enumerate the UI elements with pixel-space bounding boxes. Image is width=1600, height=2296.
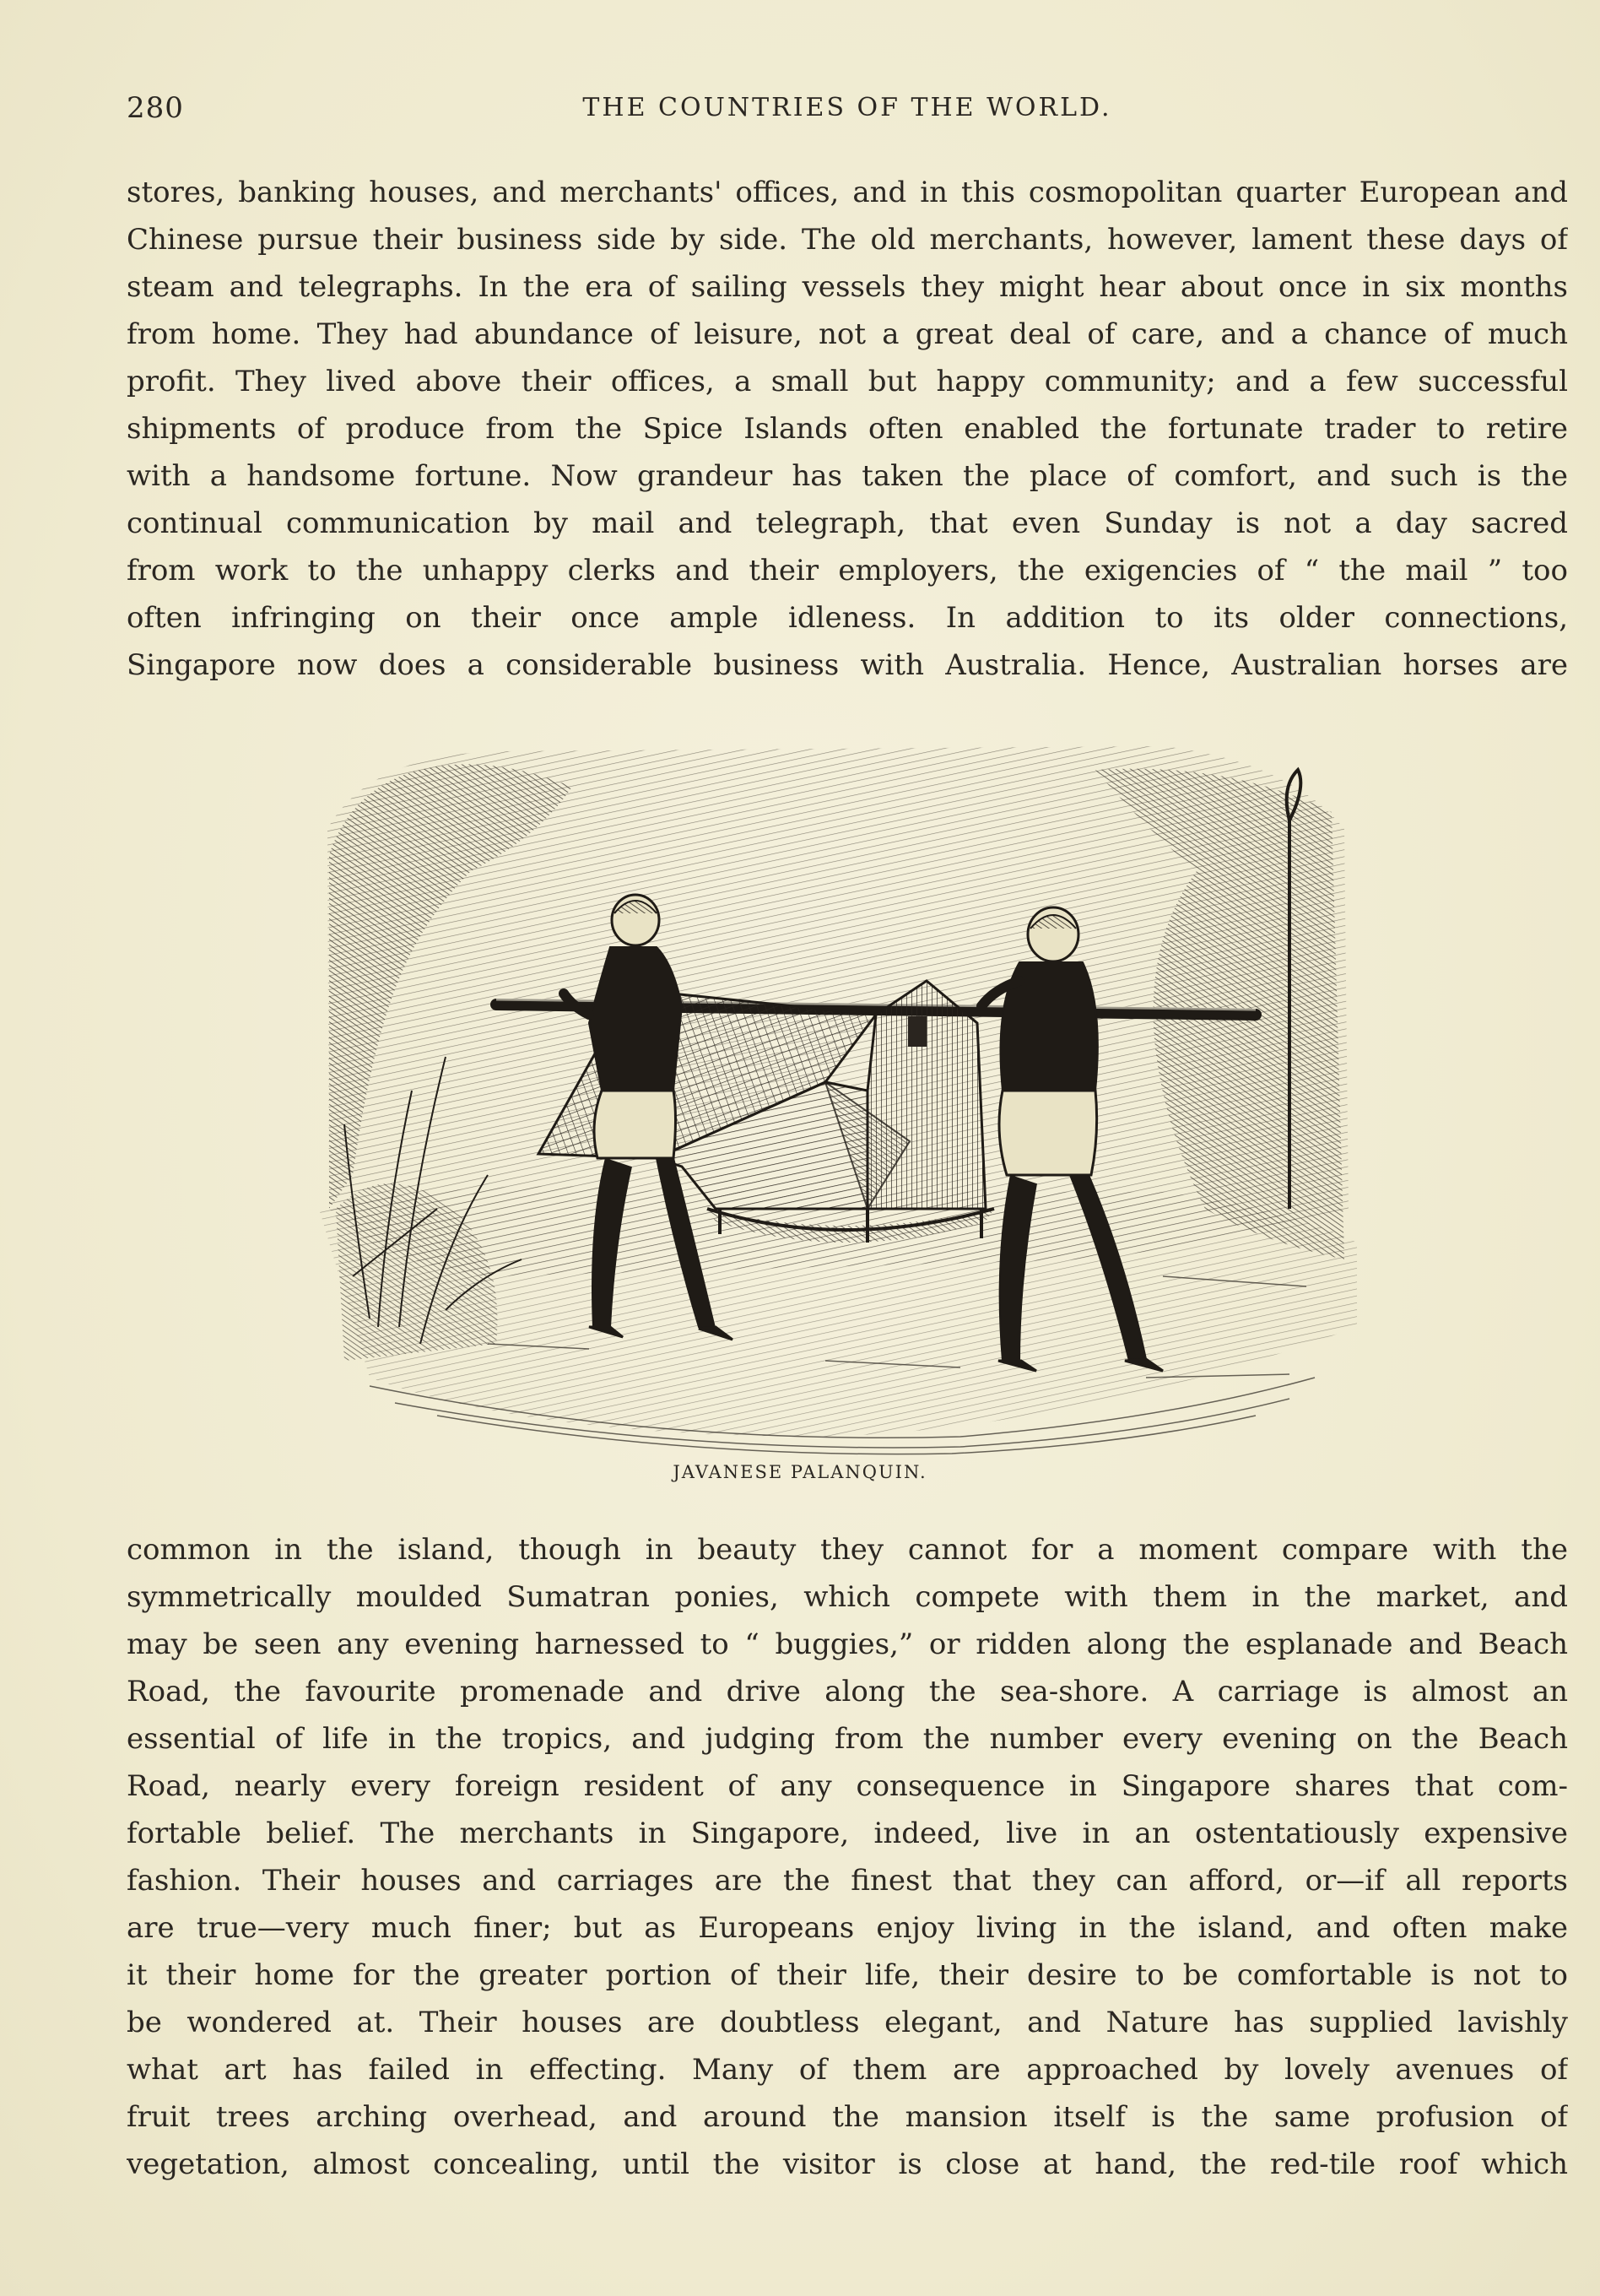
text-line: Road, the favourite promenade and drive along the sea-shore. A carriage is almost an <box>127 1675 1568 1708</box>
text-line: fruit trees arching overhead, and around the mansion itself is the same profusion of <box>127 2100 1568 2134</box>
text-line: fashion. Their houses and carriages are the finest that they can afford, or—if all reports <box>127 1864 1568 1898</box>
paragraph-after-figure <box>127 1526 1568 2188</box>
palanquin-engraving <box>319 736 1357 1459</box>
text-line: Singapore now does a considerable business with Australia. Hence, Australian horses are <box>127 648 1568 682</box>
paragraph-before-figure <box>127 169 1568 689</box>
text-line: continual communication by mail and telegraph, that even Sunday is not a day sacred <box>127 506 1568 540</box>
text-line: common in the island, though in beauty they cannot for a moment compare with the <box>127 1533 1568 1567</box>
text-line: what art has failed in effecting. Many of them are approached by lovely avenues of <box>127 2053 1568 2087</box>
text-line: it their home for the greater portion of their life, their desire to be comfortable is not to <box>127 1958 1568 1992</box>
text-line: from work to the unhappy clerks and their employers, the exigencies of “ the mail ” too <box>127 554 1568 588</box>
text-line: Road, nearly every foreign resident of any consequence in Singapore shares that com- <box>127 1769 1568 1803</box>
figure-caption: JAVANESE PALANQUIN. <box>673 1462 927 1482</box>
text-line: shipments of produce from the Spice Islands often enabled the fortunate trader to retire <box>127 412 1568 446</box>
text-line: may be seen any evening harnessed to “ buggies,” or ridden along the esplanade and Beach <box>127 1627 1568 1661</box>
text-line: steam and telegraphs. In the era of sailing vessels they might hear about once in six months <box>127 270 1568 304</box>
running-title: THE COUNTRIES OF THE WORLD. <box>582 93 1112 122</box>
text-line: be wondered at. Their houses are doubtless elegant, and Nature has supplied lavishly <box>127 2006 1568 2039</box>
text-line: profit. They lived above their offices, a small but happy community; and a few successful <box>127 365 1568 398</box>
text-line: stores, banking houses, and merchants' offices, and in this cosmopolitan quarter European and <box>127 176 1568 209</box>
text-line: essential of life in the tropics, and judging from the number every evening on the Beach <box>127 1722 1568 1756</box>
text-line: often infringing on their once ample idleness. In addition to its older connections, <box>127 601 1568 635</box>
page-number: 280 <box>127 91 184 125</box>
text-line: fortable belief. The merchants in Singapore, indeed, live in an ostentatiously expensive <box>127 1817 1568 1850</box>
text-line: are true—very much finer; but as Europeans enjoy living in the island, and often make <box>127 1911 1568 1945</box>
text-line: symmetrically moulded Sumatran ponies, which compete with them in the market, and <box>127 1580 1568 1614</box>
text-line: vegetation, almost concealing, until the visitor is close at hand, the red-tile roof which <box>127 2147 1568 2181</box>
text-line: with a handsome fortune. Now grandeur has taken the place of comfort, and such is the <box>127 459 1568 493</box>
page-header <box>125 91 1570 133</box>
text-line: from home. They had abundance of leisure, not a great deal of care, and a chance of much <box>127 317 1568 351</box>
text-line: Chinese pursue their business side by side. The old merchants, however, lament these days of <box>127 223 1568 257</box>
